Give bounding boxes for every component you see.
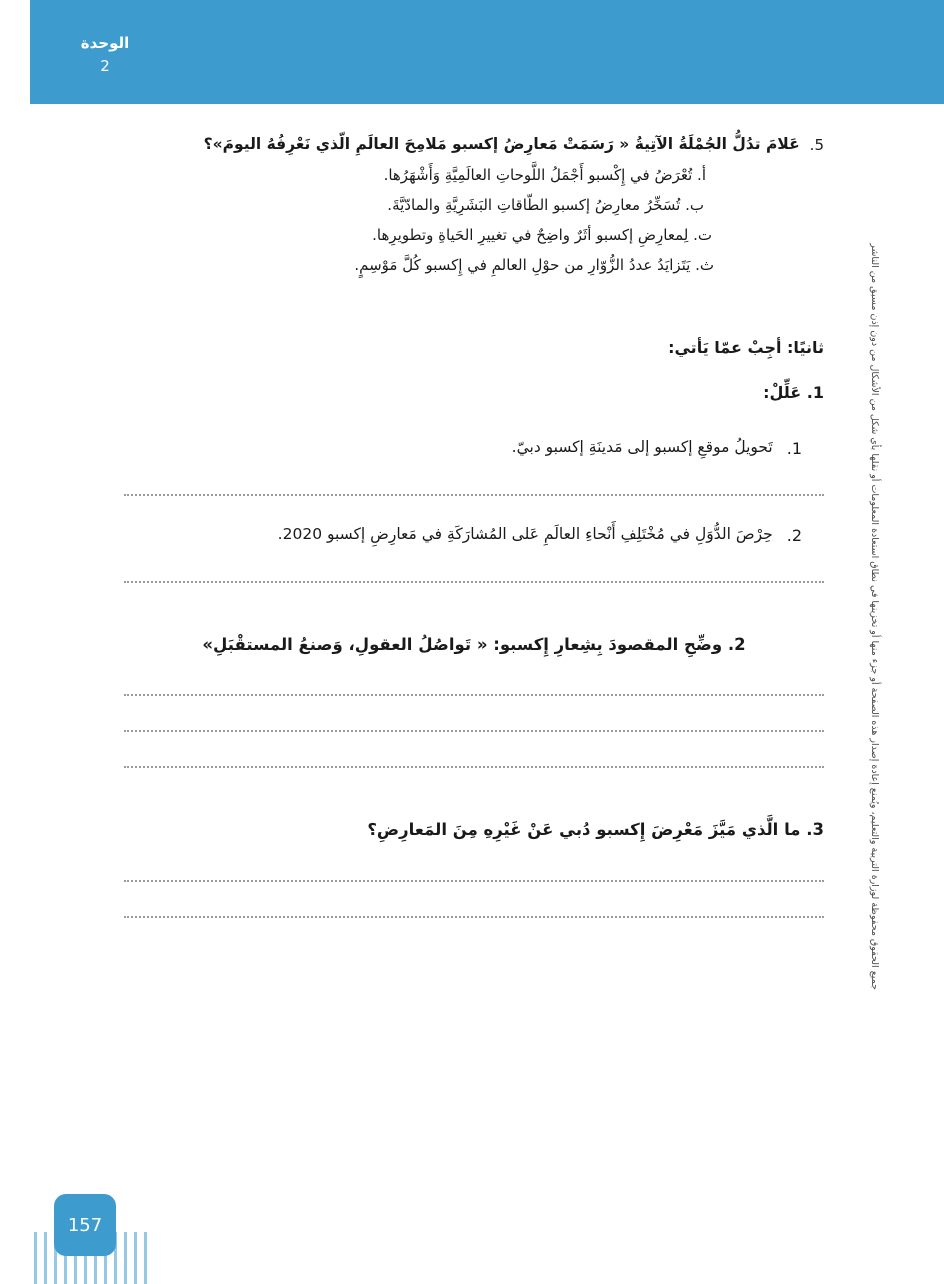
question-2: 2. وضِّحِ المقصودَ بِشِعارِ إِكسبو: « تَواصُلُ العقولِ، وَصنعُ المستقْبَلِ» xyxy=(202,635,746,654)
answer-line[interactable] xyxy=(124,766,824,768)
page-footer xyxy=(0,1174,944,1284)
question-5-choice-a: أ. تُعْرَضُ في إِكْسبو أَجْمَلُ اللَّوحاتِ العالَمِيَّةِ وَأَشْهَرُها. xyxy=(383,166,706,185)
header-left-margin xyxy=(0,0,30,104)
page-number-badge: 157 xyxy=(54,1194,116,1256)
sub-question-2 xyxy=(124,520,802,551)
question-2-answer-area xyxy=(124,694,824,768)
answer-line[interactable] xyxy=(124,730,824,732)
sub-question-1-text: تَحويلُ موقعِ إكسبو إلى مَدينَةِ إكسبو دبيّ. xyxy=(511,437,773,456)
sub-question-2-number: 2. xyxy=(786,525,802,545)
question-3-answer-area xyxy=(124,880,824,918)
sub-question-2-text: حِرْصَ الدُّوَلِ في مُخْتَلِفِ أَنْحاءِ العالَمِ عَلى المُشارَكَةِ في مَعارِضِ إكسبو 2020. xyxy=(277,524,773,543)
answer-line[interactable] xyxy=(124,694,824,696)
answer-line[interactable] xyxy=(124,916,824,918)
question-5-choice-c: ت. لِمعارِضِ إكسبو أثَرٌ واضِحٌ في تغييرِ الحَياةِ وتطويرِها. xyxy=(372,226,712,245)
question-5-choice-b: ب. تُسَخِّرُ معارِضُ إكسبو الطّاقاتِ البَشَرِيَّةِ والمادّيَّةَ. xyxy=(387,196,704,215)
question-3: 3. ما الَّذي مَيَّزَ مَعْرِضَ إِكسبو دُبي عَنْ غَيْرِهِ مِنَ المَعارِضِ؟ xyxy=(367,820,824,840)
unit-tab xyxy=(30,0,180,104)
question-5 xyxy=(124,130,824,280)
sub-question-1 xyxy=(124,433,802,464)
answer-line[interactable] xyxy=(124,581,824,583)
worksheet-content xyxy=(124,130,824,918)
unit-label: الوحدة xyxy=(80,33,130,52)
question-1-label: 1. عَلِّلْ: xyxy=(763,383,824,403)
question-5-choice-d: ث. يَتَزايَدُ عددُ الزُّوّارِ من حوْلِ العالمِ في إِكسبو كُلَّ مَوْسِمٍ. xyxy=(354,256,714,275)
copyright-sidenote: جميع الحقوق محفوظة لوزارة التربية والتعليم، ويُمنع إعادة إصدار هذه الصفحة أو جزء منها أو تخزينها في نطاق استعادة المعلومات أو نقلها بأي شكل من الأشكال من دون إذن مسبق من الناشر xyxy=(869,243,880,990)
answer-line[interactable] xyxy=(124,494,824,496)
section-heading: ثانيًا: أجِبْ عمّا يَأتي: xyxy=(668,338,824,358)
question-5-number: 5. xyxy=(809,136,824,154)
sub-question-1-number: 1. xyxy=(786,438,802,458)
question-5-stem: عَلامَ تدُلُّ الجُمْلَةُ الآتِيةُ « رَسَمَتْ مَعارِضُ إكسبو مَلامِحَ العالَمِ الّذي نَعْرِفُهُ اليومَ»؟ xyxy=(203,135,800,153)
answer-line[interactable] xyxy=(124,880,824,882)
unit-number: 2 xyxy=(100,57,110,76)
page-header xyxy=(0,0,944,104)
